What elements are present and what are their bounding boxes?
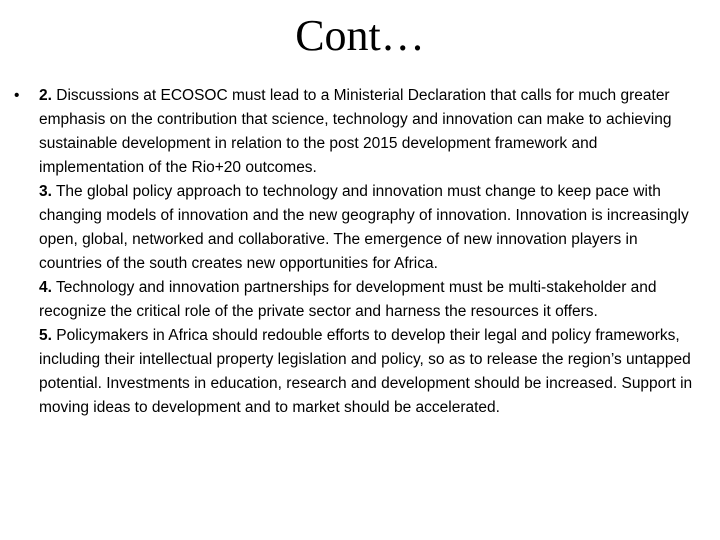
point-2 <box>39 84 704 180</box>
point-4 <box>39 276 704 324</box>
point-number: 3. <box>39 183 52 200</box>
point-number: 4. <box>39 279 52 296</box>
point-number: 5. <box>39 327 52 344</box>
point-text: Policymakers in Africa should redouble efforts to develop their legal and policy frameworks, including their intellectual property legislation and policy, so as to release the region’s untapped potential. Investments in education, research and development should be increased. Support in moving ideas to development and to market should be accelerated. <box>39 327 693 416</box>
point-text: The global policy approach to technology and innovation must change to keep pace with changing models of innovation and the new geography of innovation. Innovation is increasingly open, global, networked and collaborative. The emergence of new innovation players in countries of the south creates new opportunities for Africa. <box>39 183 689 272</box>
point-5 <box>39 324 704 420</box>
bullet-point-marker: • <box>14 87 20 104</box>
point-text: Discussions at ECOSOC must lead to a Ministerial Declaration that calls for much greater emphasis on the contribution that science, technology and innovation can make to achieving sustainable development in relation to the post 2015 development framework and implementation of the Rio+20 outcomes. <box>39 87 672 176</box>
point-text: Technology and innovation partnerships for development must be multi-stakeholder and recognize the critical role of the private sector and harness the resources it offers. <box>39 279 657 320</box>
point-number: 2. <box>39 87 52 104</box>
slide-title: Cont… <box>295 11 425 60</box>
bullet-list <box>14 84 704 420</box>
point-3 <box>39 180 704 276</box>
bullet-text <box>39 84 704 420</box>
